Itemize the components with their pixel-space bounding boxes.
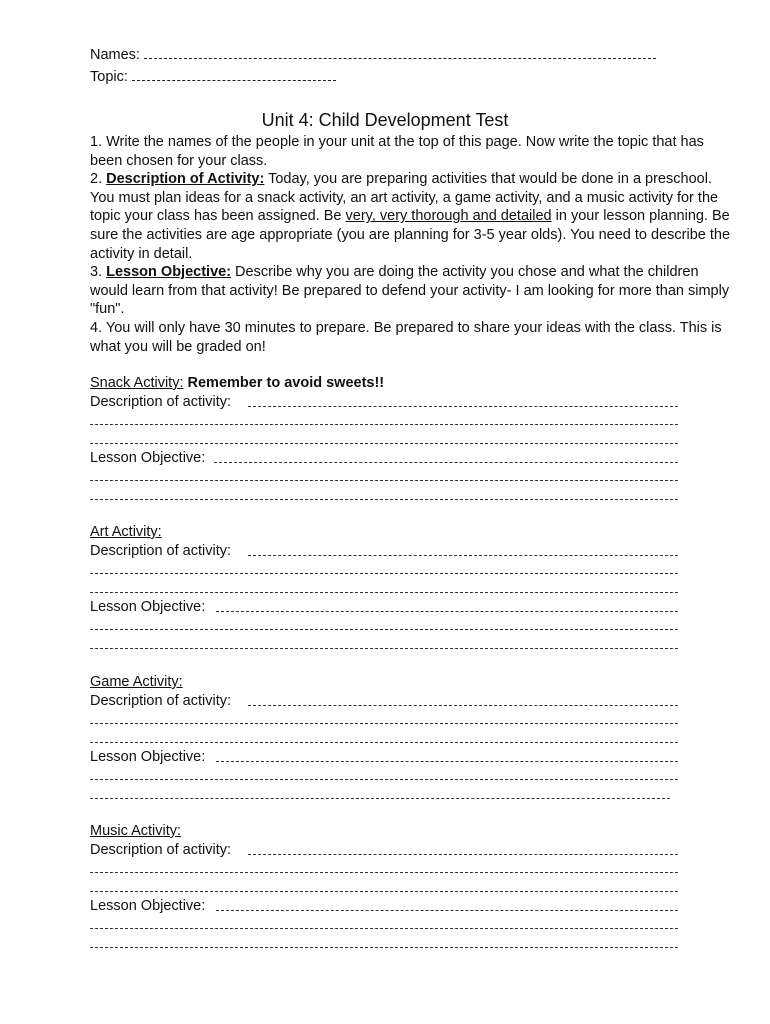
game-desc-label: Description of activity: [90, 693, 232, 709]
game-desc-blank[interactable] [248, 705, 678, 706]
music-desc-blank[interactable] [248, 854, 678, 855]
art-desc-line-2[interactable] [90, 573, 678, 574]
art-obj-line-2[interactable] [90, 629, 678, 630]
art-desc-label: Description of activity: [90, 543, 232, 559]
names-row [90, 46, 656, 64]
snack-obj-line-3[interactable] [90, 499, 678, 500]
music-obj-label: Lesson Objective: [90, 898, 206, 914]
music-heading-row [90, 822, 181, 840]
topic-blank[interactable] [132, 68, 336, 81]
topic-row [90, 68, 336, 86]
game-obj-row[interactable] [90, 748, 678, 766]
objective-heading: Lesson Objective: [106, 264, 232, 281]
music-heading: Music Activity: [90, 823, 182, 839]
instructions [90, 133, 740, 356]
game-obj-line-3[interactable] [90, 798, 670, 799]
names-label: Names: [90, 47, 140, 63]
snack-desc-row[interactable] [90, 393, 678, 411]
snack-desc-line-2[interactable] [90, 424, 678, 425]
game-desc-line-3[interactable] [90, 742, 678, 743]
description-heading: Description of Activity: [106, 171, 265, 188]
game-obj-label: Lesson Objective: [90, 749, 206, 765]
game-desc-line-2[interactable] [90, 723, 678, 724]
page-title: Unit 4: Child Development Test [261, 110, 509, 130]
art-obj-label: Lesson Objective: [90, 599, 206, 615]
instruction-3: 3. Lesson Objective: Describe why you are doing the activity you chose and what the children would learn from that activity! Be prepared to defend your activity- I am looking for more than simply "fun". [90, 264, 730, 318]
music-desc-row[interactable] [90, 841, 678, 859]
art-obj-blank[interactable] [216, 611, 678, 612]
art-desc-line-3[interactable] [90, 592, 678, 593]
snack-obj-row[interactable] [90, 449, 678, 467]
names-blank[interactable] [144, 46, 656, 59]
art-desc-blank[interactable] [248, 555, 678, 556]
music-obj-blank[interactable] [216, 910, 678, 911]
snack-heading: Snack Activity: [90, 375, 184, 391]
emphasis-text: very, very thorough and detailed [345, 208, 552, 225]
art-desc-row[interactable] [90, 542, 678, 560]
game-obj-line-2[interactable] [90, 779, 678, 780]
game-desc-row[interactable] [90, 692, 678, 710]
music-desc-label: Description of activity: [90, 842, 232, 858]
music-desc-line-2[interactable] [90, 872, 678, 873]
music-obj-line-2[interactable] [90, 928, 678, 929]
topic-label: Topic: [90, 69, 128, 85]
snack-desc-line-3[interactable] [90, 443, 678, 444]
art-heading-row [90, 523, 162, 541]
snack-obj-blank[interactable] [214, 462, 678, 463]
instruction-2: 2. Description of Activity: Today, you are preparing activities that would be done in a preschool. You must plan ideas for a snack activity, an art activity, a game activity, and a music activity for the topic your class has been assigned. Be very, very thorough and detailed in your lesson planning. Be sure the activities are age appropriate (you are planning for 3-5 year olds). You need to describe the activity in detail. [90, 171, 731, 262]
snack-note: Remember to avoid sweets!! [187, 375, 385, 391]
snack-heading-row [90, 374, 384, 392]
art-obj-row[interactable] [90, 598, 678, 616]
snack-obj-line-2[interactable] [90, 480, 678, 481]
art-obj-line-3[interactable] [90, 648, 678, 649]
snack-desc-blank[interactable] [248, 406, 678, 407]
instruction-1: 1. Write the names of the people in your unit at the top of this page. Now write the topic that has been chosen for your class. [90, 134, 704, 169]
snack-obj-label: Lesson Objective: [90, 450, 206, 466]
instruction-4: 4. You will only have 30 minutes to prepare. Be prepared to share your ideas with the class. This is what you will be graded on! [90, 319, 722, 355]
music-desc-line-3[interactable] [90, 891, 678, 892]
music-obj-row[interactable] [90, 897, 678, 915]
snack-desc-label: Description of activity: [90, 394, 232, 410]
art-heading: Art Activity: [90, 524, 162, 540]
game-heading-row [90, 673, 183, 691]
game-heading: Game Activity: [90, 674, 183, 690]
game-obj-blank[interactable] [216, 761, 678, 762]
music-obj-line-3[interactable] [90, 947, 678, 948]
